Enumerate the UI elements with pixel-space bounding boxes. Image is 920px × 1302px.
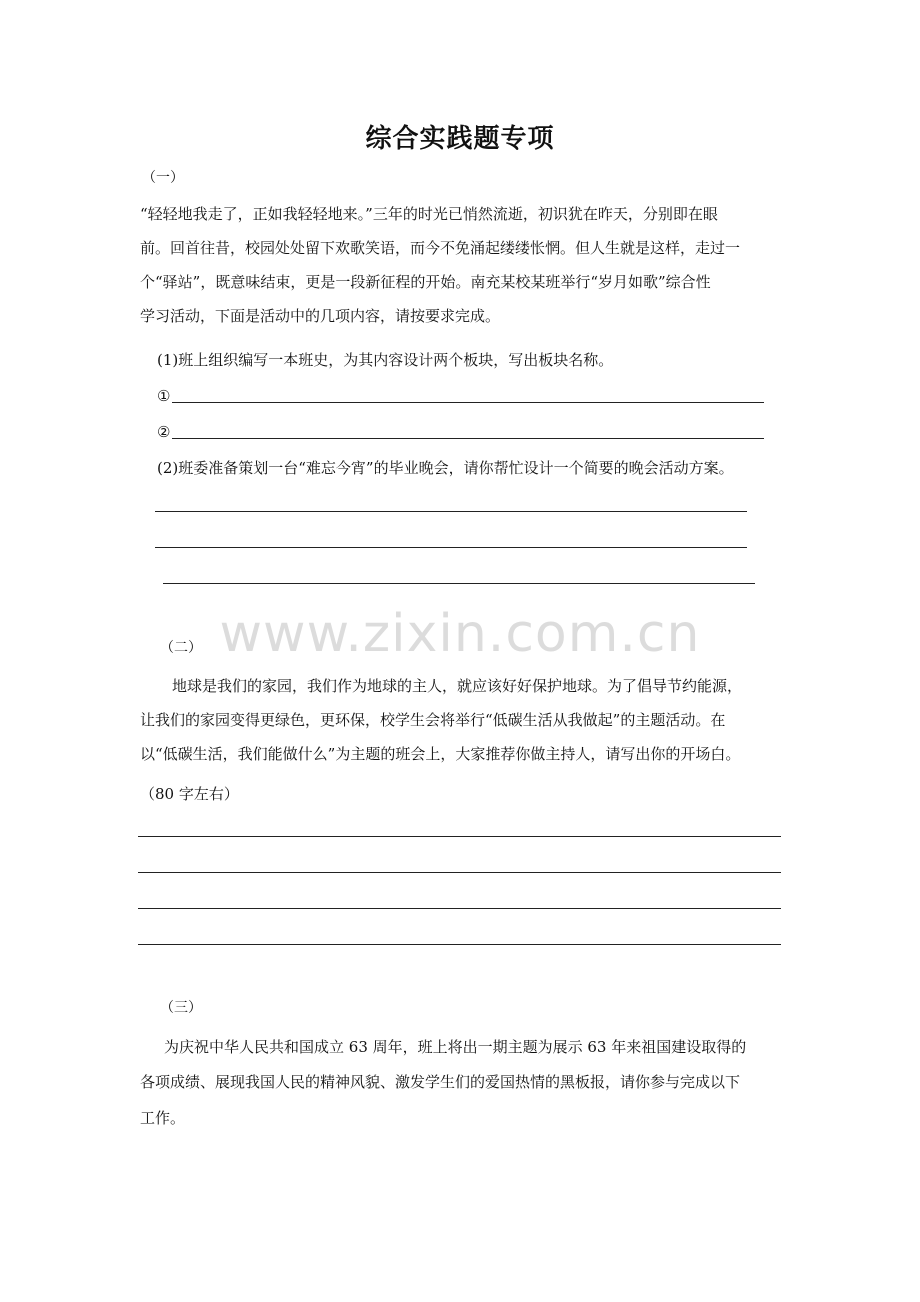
answer-marker-1: ① (157, 387, 171, 405)
section-2-label: （二） (160, 640, 202, 656)
section-3-line-1: 为庆祝中华人民共和国成立 63 周年，班上将出一期主题为展示 63 年来祖国建设取得的 (164, 1038, 747, 1056)
answer-line-s2-2[interactable] (138, 872, 781, 873)
watermark: www.zixin.com.cn (219, 604, 701, 664)
page-title: 综合实践题专项 (365, 124, 555, 154)
answer-marker-2: ② (157, 423, 171, 441)
answer-line-s2-1[interactable] (138, 836, 781, 837)
answer-line-s2-4[interactable] (138, 944, 781, 945)
section-2-line-1: 地球是我们的家园，我们作为地球的主人，就应该好好保护地球。为了倡导节约能源， (172, 677, 743, 695)
answer-line-q2-1[interactable] (155, 511, 747, 512)
section-3-label: （三） (160, 1000, 202, 1016)
section-2-line-2: 让我们的家园变得更绿色，更环保，校学生会将举行“低碳生活从我做起”的主题活动。在 (140, 711, 726, 729)
section-1-line-1: “轻轻地我走了，正如我轻轻地来。”三年的时光已悄然流逝，初识犹在昨天，分别即在眼 (140, 205, 718, 223)
answer-line-s2-3[interactable] (138, 908, 781, 909)
question-1: (1)班上组织编写一本班史，为其内容设计两个板块，写出板块名称。 (157, 351, 614, 369)
section-3-line-3: 工作。 (140, 1109, 186, 1127)
section-1-label: （一） (142, 170, 184, 186)
section-1-line-2: 前。回首往昔，校园处处留下欢歌笑语，而今不免涌起缕缕怅惘。但人生就是这样，走过一 (140, 239, 741, 257)
answer-line-q1-2[interactable] (172, 438, 764, 439)
section-1-line-3: 个“驿站”，既意味结束，更是一段新征程的开始。南充某校某班举行“岁月如歌”综合性 (140, 273, 711, 291)
question-2: (2)班委准备策划一台“难忘今宵”的毕业晚会，请你帮忙设计一个简要的晚会活动方案。 (157, 459, 734, 477)
section-2-line-4: （80 字左右） (140, 785, 239, 803)
section-2-line-3: 以“低碳生活，我们能做什么”为主题的班会上，大家推荐你做主持人，请写出你的开场白。 (140, 745, 741, 763)
answer-line-q2-3[interactable] (163, 583, 755, 584)
section-3-line-2: 各项成绩、展现我国人民的精神风貌、激发学生们的爱国热情的黑板报，请你参与完成以下 (140, 1073, 741, 1091)
section-1-line-4: 学习活动，下面是活动中的几项内容，请按要求完成。 (140, 307, 501, 325)
answer-line-q1-1[interactable] (172, 402, 764, 403)
answer-line-q2-2[interactable] (155, 547, 747, 548)
